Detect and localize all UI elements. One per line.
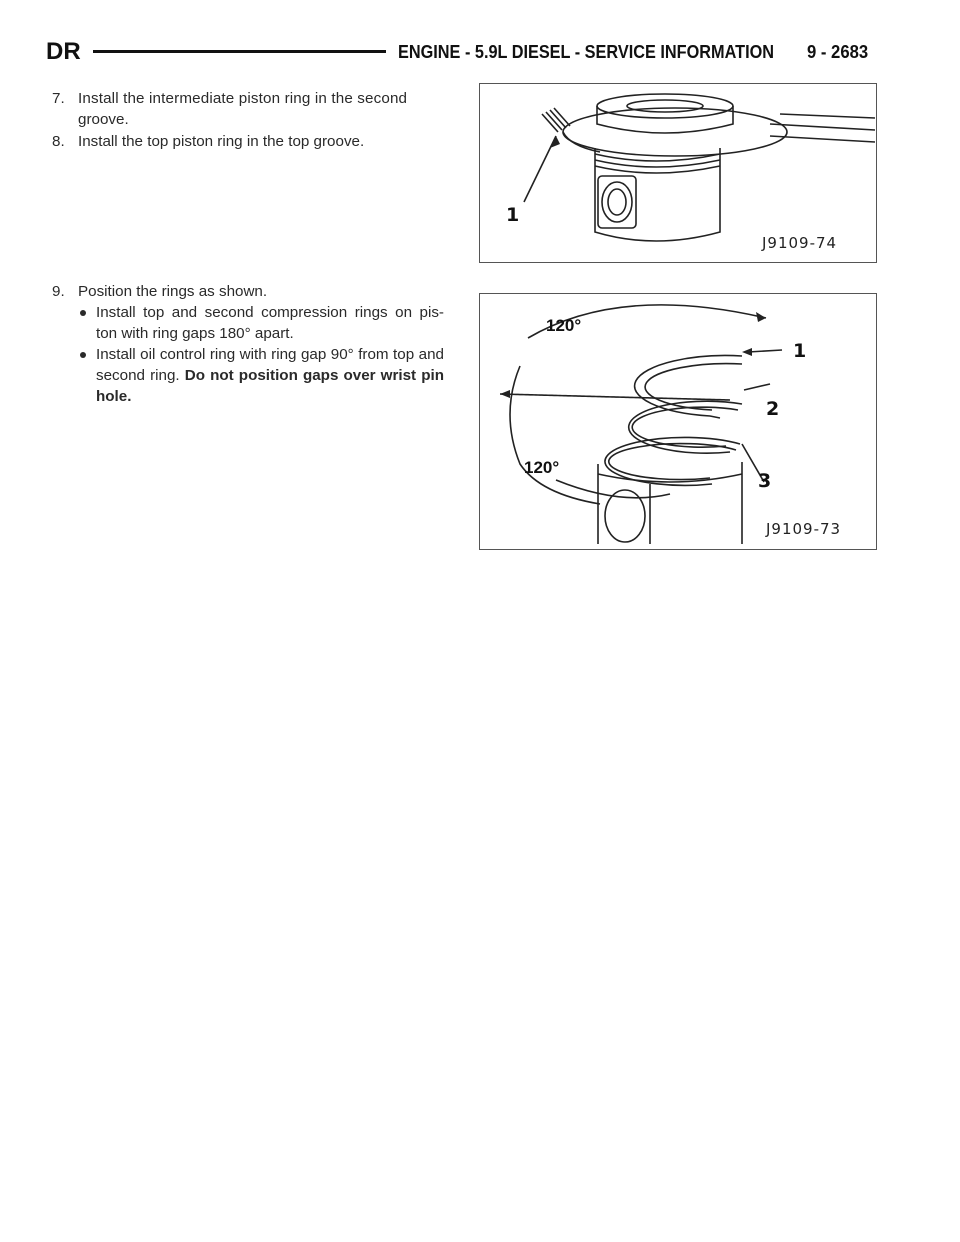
- step-text: Install the top piston ring in the top groove.: [78, 133, 365, 150]
- header-rule: [93, 50, 386, 53]
- figure-id: J9109-74: [762, 234, 838, 252]
- step-8: [52, 131, 444, 152]
- callout-2: 2: [766, 398, 780, 420]
- callout-1: 1: [793, 340, 807, 362]
- step-text: Position the rings as shown.: [78, 283, 268, 300]
- bullet-item: [80, 344, 444, 407]
- page-number: 9 - 2683: [807, 41, 869, 62]
- bullet-text-warning: Do not position gaps over wrist pin hole.: [96, 367, 444, 405]
- step-text: Install the intermediate piston ring in the second: [78, 90, 408, 107]
- step-text-continued: groove.: [78, 111, 129, 128]
- step-number: 7.: [52, 90, 65, 107]
- step-9: [52, 281, 444, 302]
- callout-3: 3: [758, 470, 772, 492]
- bullet-text-regular: Install oil control ring with ring gap 90° from top and second ring.: [96, 346, 444, 384]
- bullet-item: [80, 302, 444, 344]
- bullet-text: [80, 344, 444, 407]
- angle-label: 120°: [546, 316, 582, 335]
- angle-label: 120°: [524, 458, 560, 477]
- step-number: 9.: [52, 283, 65, 300]
- header-left-mark: DR: [46, 38, 81, 65]
- callout-1: 1: [506, 204, 520, 226]
- step-number: 8.: [52, 133, 65, 150]
- bullet-icon: [80, 352, 86, 358]
- step-7: [52, 88, 444, 130]
- bullet-text: Install top and second compression rings on pis- ton with ring gaps 180° apart.: [96, 304, 444, 342]
- header-title: ENGINE - 5.9L DIESEL - SERVICE INFORMATION: [398, 41, 775, 62]
- bullet-icon: [80, 310, 86, 316]
- figure-piston-ring-install: [479, 83, 877, 263]
- figure-ring-gap-positions: [479, 293, 877, 550]
- ring-gap-positions-illustration: [480, 294, 876, 549]
- figure-id: J9109-73: [766, 520, 842, 538]
